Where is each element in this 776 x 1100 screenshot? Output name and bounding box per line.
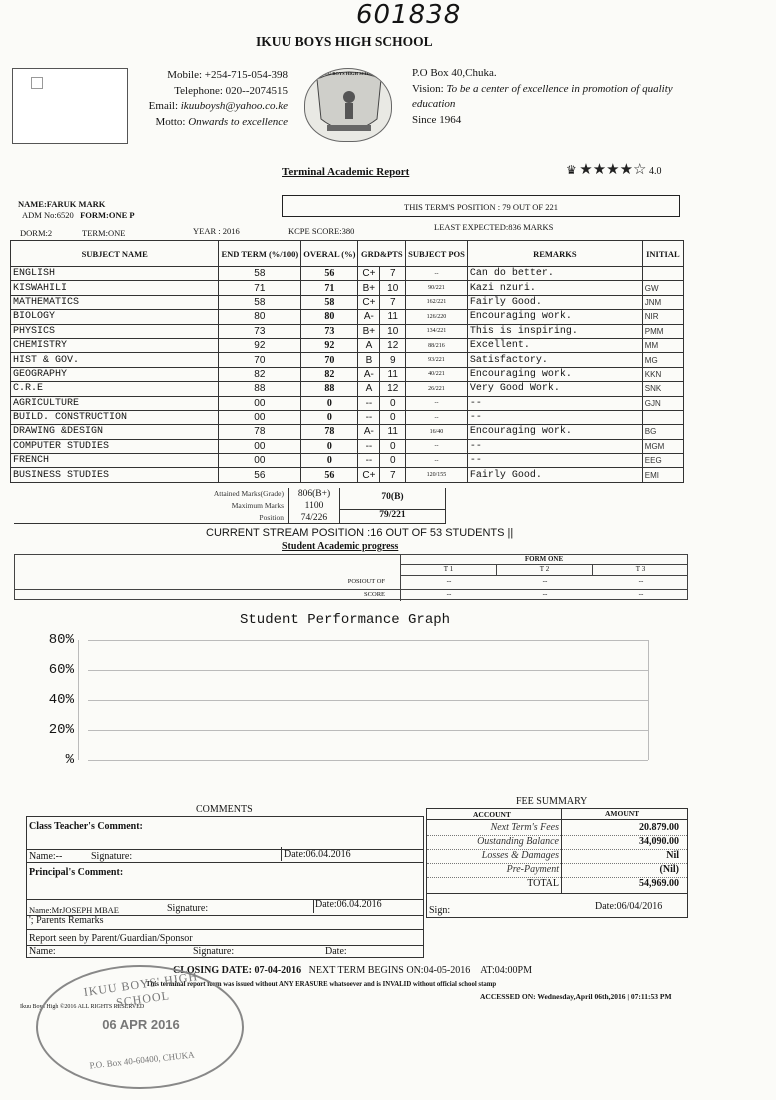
progress-title: Student Academic progress: [282, 541, 399, 552]
grade: C+: [358, 295, 380, 309]
attained-value: 806(B+): [297, 489, 331, 499]
progress-term: T 3: [592, 565, 688, 575]
grade: --: [358, 439, 380, 453]
school-stamp: [36, 965, 244, 1089]
parents-remarks[interactable]: '; Parents Remarks: [29, 915, 104, 926]
crest-text: IKUU BOYS HIGH SCHOOL: [319, 71, 379, 76]
progress-term: T 2: [496, 565, 592, 575]
performance-graph: [10, 630, 770, 778]
remark: --: [467, 439, 642, 453]
school-name: IKUU BOYS HIGH SCHOOL: [256, 34, 433, 49]
handwritten-number: 601838: [356, 0, 462, 30]
initial: EEG: [642, 454, 683, 468]
points: 0: [380, 410, 406, 424]
fee-label: Pre-Payment: [506, 864, 559, 875]
points: 10: [380, 281, 406, 295]
overall: 70: [301, 353, 358, 367]
end-term: 73: [219, 324, 301, 338]
teacher-signature[interactable]: Signature:: [91, 851, 133, 862]
subject-pos: 16/40: [406, 425, 468, 439]
attained-label: Attained Marks(Grade): [213, 489, 284, 498]
points: 12: [380, 382, 406, 396]
fee-amount: 20.879.00: [639, 822, 679, 833]
subject-pos: 162/221: [406, 295, 468, 309]
progress-row: [15, 589, 688, 601]
email: Email: ikuuboysh@yahoo.co.ke: [148, 100, 288, 112]
progress-term: T 1: [443, 565, 454, 573]
grade: B: [358, 353, 380, 367]
student-name: NAME:FARUK MARK: [18, 199, 106, 209]
subject-name: C.R.E: [11, 382, 219, 396]
table-row: [11, 338, 684, 352]
principal-date: Date:06.04.2016: [315, 899, 382, 910]
overall: 56: [301, 267, 358, 281]
subject-name: BUSINESS STUDIES: [11, 468, 219, 482]
position-value: 74/226: [300, 513, 328, 523]
fee-total-label: TOTAL: [527, 878, 559, 889]
fee-label: Losses & Damages: [481, 850, 559, 861]
header-initial: INITIAL: [642, 241, 683, 267]
copyright: Ikuu Boys High ©2016 ALL RIGHTS RESERVED: [20, 1004, 145, 1010]
stamp-top: IKUU BOYS' HIGH SCHOOL: [82, 969, 199, 1010]
graph-title: Student Performance Graph: [240, 612, 451, 628]
crown-icon: ♛: [566, 163, 577, 177]
stamp-date: 06 APR 2016: [102, 1017, 180, 1032]
subject-pos: --: [406, 410, 468, 424]
graph-y-label: 40%: [48, 692, 74, 708]
rating-value: 4.0: [649, 166, 662, 177]
fee-date: Date:06/04/2016: [595, 901, 663, 912]
points: 0: [380, 396, 406, 410]
subject-pos: 90/221: [406, 281, 468, 295]
footer-dates: [173, 965, 532, 976]
end-term: 71: [219, 281, 301, 295]
initial: EMI: [642, 468, 683, 482]
principal-signature[interactable]: Signature:: [167, 903, 209, 914]
fee-amount: 34,090.00: [639, 836, 679, 847]
remark: --: [467, 410, 642, 424]
subject-name: BUILD. CONSTRUCTION: [11, 410, 219, 424]
fee-total-amount: 54,969.00: [639, 878, 679, 889]
vision: Vision: To be a center of excellence in promotion of quality education: [412, 82, 673, 110]
term-position: THIS TERM'S POSITION : 79 OUT OF 221: [282, 195, 680, 217]
table-row: [11, 468, 684, 482]
grade: A-: [358, 310, 380, 324]
graph-y-label: %: [65, 752, 74, 768]
overall: 58: [301, 295, 358, 309]
teacher-date: Date:06.04.2016: [284, 849, 351, 860]
end-term: 58: [219, 295, 301, 309]
subject-pos: 93/221: [406, 353, 468, 367]
overall: 0: [301, 396, 358, 410]
table-row: [11, 295, 684, 309]
subject-name: PHYSICS: [11, 324, 219, 338]
po-box: P.O Box 40,Chuka.: [412, 67, 497, 79]
remark: Encouraging work.: [467, 310, 642, 324]
grade: C+: [358, 468, 380, 482]
subject-pos: 88/216: [406, 338, 468, 352]
principal-comment[interactable]: Principal's Comment:: [29, 867, 124, 878]
end-term: 78: [219, 425, 301, 439]
table-row: [11, 382, 684, 396]
footer-notice: This terminal report form was issued without ANY ERASURE whatsoever and is INVALID without official school stamp: [146, 981, 497, 988]
subject-name: COMPUTER STUDIES: [11, 439, 219, 453]
fee-sign[interactable]: Sign:: [429, 905, 451, 916]
header-grd-pts: GRD&PTS: [358, 241, 406, 267]
fee-summary: [426, 808, 688, 918]
progress-form: FORM ONE: [400, 555, 688, 565]
remark: Fairly Good.: [467, 468, 642, 482]
points: 11: [380, 310, 406, 324]
subject-pos: 120/155: [406, 468, 468, 482]
next-term: NEXT TERM BEGINS ON:04-05-2016: [308, 965, 471, 976]
subject-pos: 40/221: [406, 367, 468, 381]
initial: JNM: [642, 295, 683, 309]
points: 7: [380, 468, 406, 482]
remark: Satisfactory.: [467, 353, 642, 367]
max-value: 1100: [304, 501, 324, 511]
grade: --: [358, 396, 380, 410]
progress-value: --: [446, 577, 452, 585]
remark: Very Good Work.: [467, 382, 642, 396]
initial: BG: [642, 425, 683, 439]
header-overall: OVERAL (%): [301, 241, 358, 267]
header-end-term: END TERM (%/100): [219, 241, 301, 267]
table-row: [11, 310, 684, 324]
overall: 0: [301, 439, 358, 453]
progress-row-label: SCORE: [364, 591, 385, 598]
grade: A: [358, 382, 380, 396]
table-row: [11, 410, 684, 424]
student-term: TERM:ONE: [82, 228, 126, 238]
subject-pos: 126/220: [406, 310, 468, 324]
remark: Can do better.: [467, 267, 642, 281]
remark: --: [467, 396, 642, 410]
initial: MG: [642, 353, 683, 367]
progress-value: --: [638, 590, 644, 598]
progress-value: --: [542, 577, 548, 585]
points: 7: [380, 295, 406, 309]
subject-name: CHEMISTRY: [11, 338, 219, 352]
next-term-time: AT:04:00PM: [480, 965, 532, 976]
end-term: 82: [219, 367, 301, 381]
fee-amount: Nil: [666, 850, 679, 861]
fee-row: [427, 864, 687, 878]
end-term: 00: [219, 410, 301, 424]
end-term: 56: [219, 468, 301, 482]
overall-position: 79/221: [379, 510, 406, 520]
motto: Motto: Onwards to excellence: [155, 115, 288, 128]
totals-block: [14, 488, 482, 524]
remark: Encouraging work.: [467, 367, 642, 381]
overall: 73: [301, 324, 358, 338]
points: 0: [380, 439, 406, 453]
amount-header: AMOUNT: [605, 809, 640, 818]
graph-y-label: 20%: [48, 722, 74, 738]
fee-label: Next Term's Fees: [490, 822, 559, 833]
points: 12: [380, 338, 406, 352]
subject-name: GEOGRAPHY: [11, 367, 219, 381]
grade: --: [358, 410, 380, 424]
initial: PMM: [642, 324, 683, 338]
overall-grade: 70(B): [340, 488, 445, 510]
overall: 80: [301, 310, 358, 324]
fee-row: [427, 822, 687, 836]
remark: Encouraging work.: [467, 425, 642, 439]
progress-row: [15, 577, 688, 589]
parent-name[interactable]: Name:: [29, 946, 56, 957]
initial: MM: [642, 338, 683, 352]
header-subject: SUBJECT NAME: [11, 241, 219, 267]
grade: A-: [358, 425, 380, 439]
account-header: ACCOUNT: [473, 810, 511, 819]
table-row: [11, 281, 684, 295]
initial: [642, 410, 683, 424]
points: 9: [380, 353, 406, 367]
grade: --: [358, 454, 380, 468]
table-row: [11, 396, 684, 410]
initial: SNK: [642, 382, 683, 396]
grade: C+: [358, 267, 380, 281]
remark: Excellent.: [467, 338, 642, 352]
progress-value: --: [542, 590, 548, 598]
table-row: [11, 425, 684, 439]
marks-table: [10, 240, 684, 483]
graph-y-label: 80%: [48, 632, 74, 648]
least-expected: LEAST EXPECTED:836 MARKS: [434, 222, 554, 232]
subject-pos: --: [406, 454, 468, 468]
end-term: 00: [219, 439, 301, 453]
graph-y-label: 60%: [48, 662, 74, 678]
grade: B+: [358, 324, 380, 338]
progress-value: --: [638, 577, 644, 585]
overall: 71: [301, 281, 358, 295]
initial: [642, 267, 683, 281]
fee-amount: (Nil): [659, 864, 679, 875]
stream-position: CURRENT STREAM POSITION :16 OUT OF 53 STUDENTS ||: [206, 527, 514, 539]
points: 11: [380, 367, 406, 381]
grade: B+: [358, 281, 380, 295]
subject-pos: 26/221: [406, 382, 468, 396]
kcpe-score: KCPE SCORE:380: [288, 226, 355, 236]
progress-row-label: POSIOUT OF: [347, 578, 385, 585]
subject-name: KISWAHILI: [11, 281, 219, 295]
end-term: 00: [219, 396, 301, 410]
rating: [566, 160, 662, 179]
fee-title: FEE SUMMARY: [516, 796, 588, 807]
position-label: Position: [259, 513, 284, 522]
table-row: [11, 454, 684, 468]
fee-label: Oustanding Balance: [477, 836, 559, 847]
fee-row: [427, 836, 687, 850]
telephone: Telephone: 020--2074515: [174, 84, 288, 97]
fee-row: [427, 850, 687, 864]
subject-pos: 134/221: [406, 324, 468, 338]
subject-name: DRAWING &DESIGN: [11, 425, 219, 439]
header-remarks: REMARKS: [467, 241, 642, 267]
remark: Kazi nzuri.: [467, 281, 642, 295]
mobile: Mobile: +254-715-054-398: [167, 69, 288, 81]
crest-shield-icon: [305, 69, 392, 142]
subject-pos: --: [406, 439, 468, 453]
parent-date[interactable]: Date:: [325, 946, 347, 957]
points: 7: [380, 267, 406, 281]
subject-name: FRENCH: [11, 454, 219, 468]
subject-name: AGRICULTURE: [11, 396, 219, 410]
table-row: [11, 439, 684, 453]
progress-table: [14, 554, 688, 600]
overall: 0: [301, 410, 358, 424]
comments-box: [26, 816, 424, 958]
comments-title: COMMENTS: [196, 804, 253, 815]
subject-name: BIOLOGY: [11, 310, 219, 324]
overall: 56: [301, 468, 358, 482]
overall: 88: [301, 382, 358, 396]
end-term: 92: [219, 338, 301, 352]
end-term: 70: [219, 353, 301, 367]
table-row: [11, 267, 684, 281]
table-row: [11, 367, 684, 381]
school-crest: [304, 68, 392, 142]
closing-date: CLOSING DATE: 07-04-2016: [173, 965, 302, 976]
report-title: Terminal Academic Report: [282, 166, 410, 178]
initial: GJN: [642, 396, 683, 410]
subject-pos: --: [406, 267, 468, 281]
student-dorm: DORM:2: [20, 228, 53, 238]
grade: A: [358, 338, 380, 352]
overall: 82: [301, 367, 358, 381]
student-adm: ADM No:6520 FORM:ONE P: [22, 210, 135, 220]
end-term: 88: [219, 382, 301, 396]
points: 0: [380, 454, 406, 468]
table-row: [11, 353, 684, 367]
subject-name: ENGLISH: [11, 267, 219, 281]
remark: This is inspiring.: [467, 324, 642, 338]
initial: KKN: [642, 367, 683, 381]
end-term: 58: [219, 267, 301, 281]
parent-signature[interactable]: Signature:: [193, 946, 235, 957]
overall: 0: [301, 454, 358, 468]
header-subject-pos: SUBJECT POS: [406, 241, 468, 267]
address-block: [412, 66, 692, 128]
grade: A-: [358, 367, 380, 381]
subject-name: HIST & GOV.: [11, 353, 219, 367]
progress-value: --: [446, 590, 452, 598]
image-placeholder-icon: [31, 77, 43, 89]
initial: GW: [642, 281, 683, 295]
subject-name: MATHEMATICS: [11, 295, 219, 309]
initial: MGM: [642, 439, 683, 453]
overall: 92: [301, 338, 358, 352]
teacher-name: Name:--: [29, 851, 63, 862]
star-rating-icon: ★★★★☆: [579, 162, 647, 178]
student-photo: [12, 68, 128, 144]
end-term: 80: [219, 310, 301, 324]
stamp-bottom: P.O. Box 40-60400, CHUKA: [89, 1049, 195, 1071]
points: 11: [380, 425, 406, 439]
table-row: [11, 324, 684, 338]
fee-total-row: [427, 878, 687, 892]
since: Since 1964: [412, 113, 462, 126]
initial: NIR: [642, 310, 683, 324]
end-term: 00: [219, 454, 301, 468]
report-seen: Report seen by Parent/Guardian/Sponsor: [29, 933, 193, 944]
principal-name: Name:MrJOSEPH MBAE: [29, 905, 119, 915]
class-teacher-comment[interactable]: Class Teacher's Comment:: [29, 821, 143, 832]
accessed-on: ACCESSED ON: Wednesday,April 06th,2016 | 07:11:53 PM: [480, 992, 672, 1001]
subject-pos: --: [406, 396, 468, 410]
max-label: Maximum Marks: [231, 501, 284, 510]
contact-block: [128, 68, 288, 130]
student-year: YEAR : 2016: [193, 226, 240, 236]
overall: 78: [301, 425, 358, 439]
remark: --: [467, 454, 642, 468]
remark: Fairly Good.: [467, 295, 642, 309]
points: 10: [380, 324, 406, 338]
